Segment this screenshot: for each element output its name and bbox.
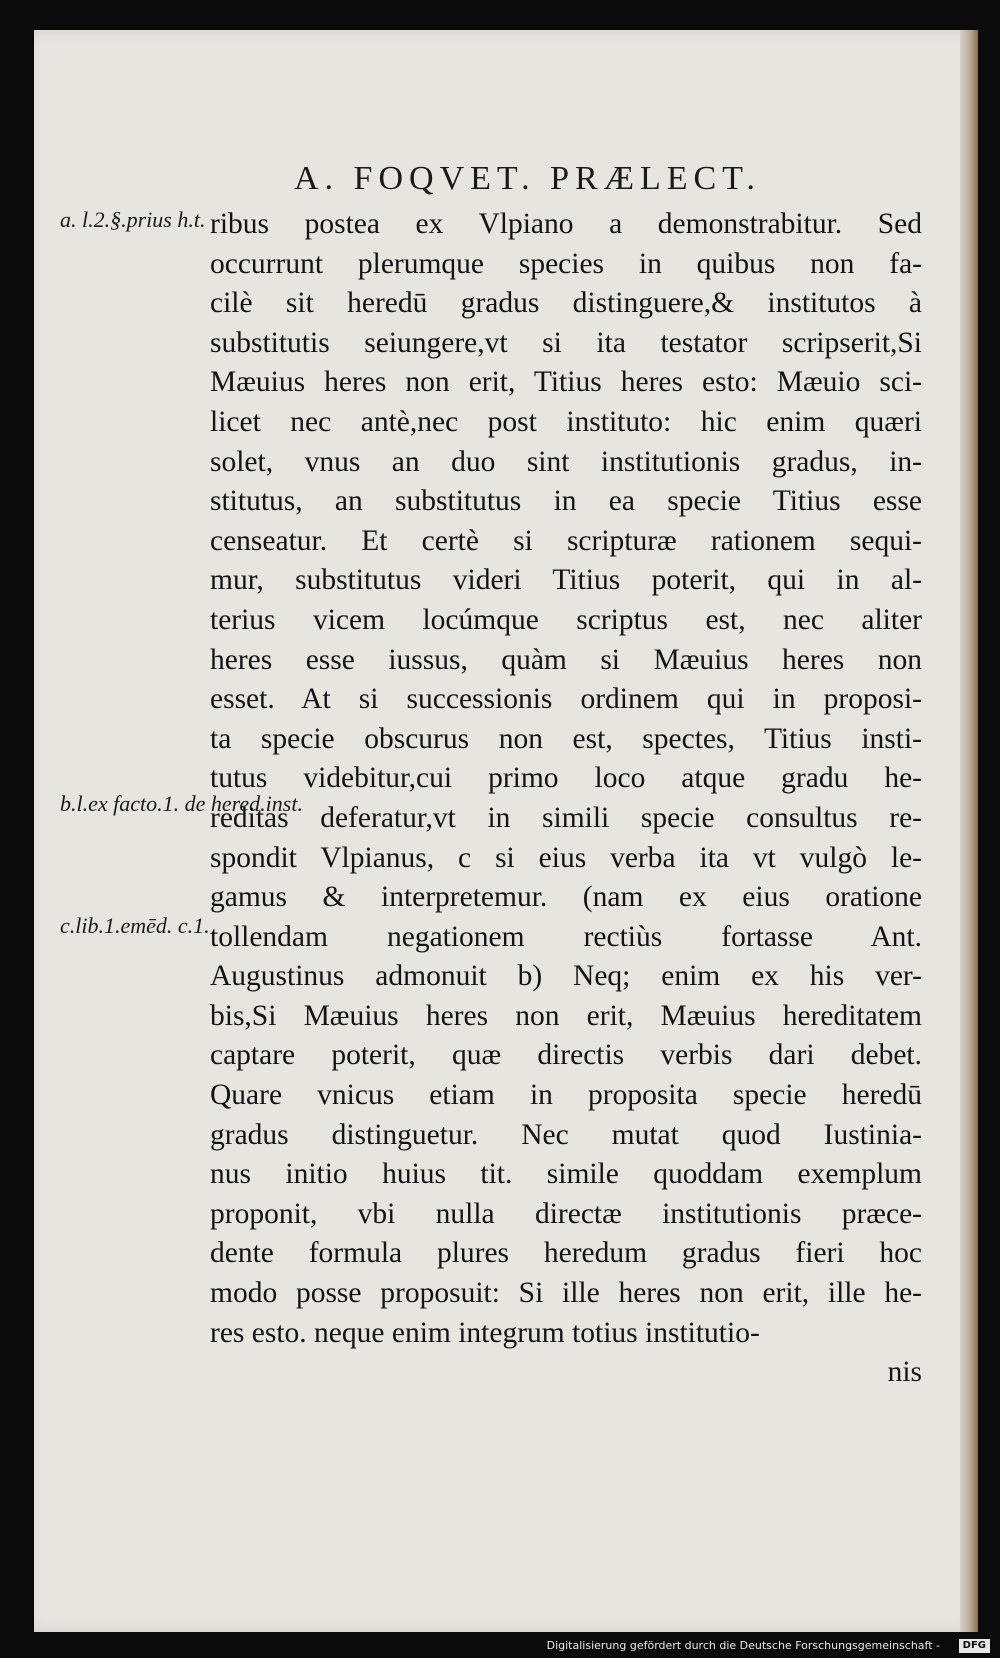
text-line: esset. At si successionis ordinem qui in proposi-: [210, 683, 922, 716]
margin-note-c: c.lib.1.emēd. c.1.: [60, 913, 210, 938]
text-line: stitutus, an substitutus in ea specie Titius esse: [210, 485, 922, 518]
text-line: cilè sit heredū gradus distinguere,& institutos à: [210, 287, 922, 320]
text-line: gradus distinguetur. Nec mutat quod Iustinia-: [210, 1118, 922, 1151]
text-line: terius vicem locúmque scriptus est, nec aliter: [210, 603, 922, 636]
digitization-footer: [0, 1632, 1000, 1658]
text-line: occurrunt plerumque species in quibus non fa-: [210, 247, 922, 280]
text-line: tutus videbitur,cui primo loco atque gradu he-: [210, 762, 922, 795]
text-line: mur, substitutus videri Titius poterit, qui in al-: [210, 564, 922, 597]
text-line: modo posse proposuit: Si ille heres non erit, ille he-: [210, 1277, 922, 1310]
catchword: nis: [887, 1356, 922, 1389]
text-line: ribus postea ex Vlpiano a demonstrabitur. Sed: [210, 208, 922, 240]
text-line: captare poterit, quæ directis verbis dari debet.: [210, 1039, 922, 1072]
margin-note-a: a. l.2.§.prius h.t.: [60, 207, 206, 232]
running-head: A. FOQVET. PRÆLECT.: [294, 160, 761, 197]
text-line: ta specie obscurus non est, spectes, Titius insti-: [210, 722, 922, 755]
text-line: Mæuius heres non erit, Titius heres esto: Mæuio sci-: [210, 366, 922, 399]
text-line: solet, vnus an duo sint institutionis gradus, in-: [210, 445, 922, 478]
text-line: nus initio huius tit. simile quoddam exemplum: [210, 1158, 922, 1191]
margin-note-b: b.l.ex facto.1. de hered.inst.: [60, 791, 303, 816]
text-line: censeatur. Et certè si scripturæ rationem sequi-: [210, 524, 922, 557]
text-line: dente formula plures heredum gradus fieri hoc: [210, 1237, 922, 1270]
text-line: gamus & interpretemur. (nam ex eius oratione: [210, 881, 922, 914]
text-line: proponit, vbi nulla directæ institutionis præce-: [210, 1197, 922, 1230]
text-line: licet nec antè,nec post instituto: hic enim quæri: [210, 405, 922, 438]
text-line: tollendam negationem rectiùs fortasse Ant.: [210, 920, 922, 953]
text-line: Augustinus admonuit b) Neq; enim ex his ver-: [210, 960, 922, 993]
book-page: [34, 30, 978, 1632]
text-line: bis,Si Mæuius heres non erit, Mæuius hereditatem: [210, 999, 922, 1032]
text-line: Quare vnicus etiam in proposita specie heredū: [210, 1079, 922, 1112]
body-text: [210, 205, 922, 1393]
dfg-logo-icon: DFG: [959, 1639, 990, 1653]
text-line: res esto. neque enim integrum totius institutio-: [210, 1316, 760, 1349]
text-line: heres esse iussus, quàm si Mæuius heres non: [210, 643, 922, 676]
page-edge: [960, 30, 978, 1632]
text-line: reditas deferatur,vt in simili specie consultus re-: [210, 801, 922, 834]
footer-credit: Digitalisierung gefördert durch die Deutsche Forschungsgemeinschaft -: [546, 1639, 940, 1652]
text-line: spondit Vlpianus, c si eius verba ita vt vulgò le-: [210, 841, 922, 874]
text-line: substitutis seiungere,vt si ita testator scripserit,Si: [210, 326, 922, 359]
